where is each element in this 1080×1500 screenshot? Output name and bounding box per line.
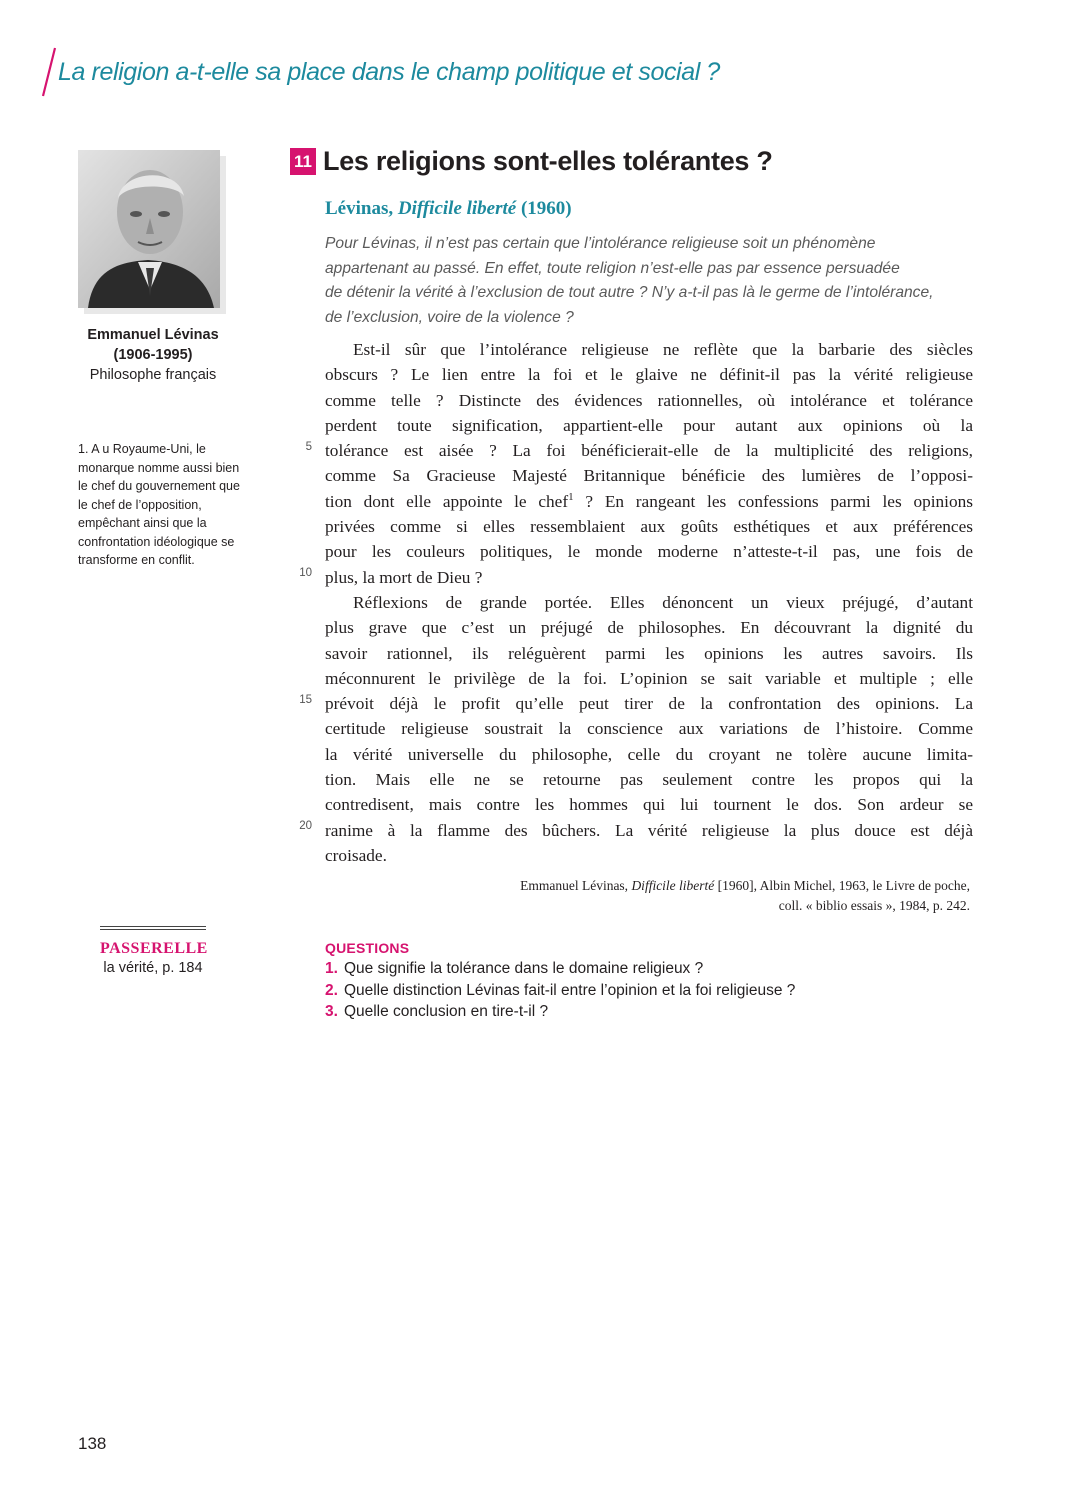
question-number: 3. (325, 1003, 338, 1020)
text-line: Réflexions de grande portée. Elles dénoncent un vieux préjugé, d’autant (353, 592, 973, 612)
text-line: pour les couleurs politiques, le monde moderne n’atteste-t-il pas, une fois de (325, 542, 973, 562)
text-line: certitude religieuse soustrait la conscience aux variations de l’histoire. Comme (325, 719, 973, 739)
text-line: privées comme si elles ressemblaient aux goûts esthétiques et aux préférences (325, 517, 973, 537)
intro-line: Pour Lévinas, il n’est pas certain que l’intolérance religieuse soit un phénomène (325, 235, 876, 252)
text-line: ranime à la flamme des bûchers. La vérité religieuse la plus douce est déjà (325, 820, 973, 840)
text-line: prévoit déjà le profit qu’elle peut tirer de la confrontation des opinions. La (325, 694, 973, 714)
rule-line (100, 929, 206, 930)
main-text (325, 337, 973, 868)
passerelle-label: PASSERELLE (100, 940, 208, 957)
questions-title: QUESTIONS (325, 940, 410, 956)
footnote: 1. A u Royaume-Uni, le monarque nomme aussi bien le chef du gouvernement que le chef de l’opposition, empêchant ainsi que la confrontation idéologique se transforme en conflit. (78, 442, 240, 567)
header-slash-mark (40, 46, 58, 98)
questions-section (325, 940, 965, 1023)
question-item (325, 958, 965, 980)
citation-author: Emmanuel Lévinas, (520, 878, 632, 893)
page-number: 138 (78, 1434, 107, 1453)
source-line (325, 198, 572, 220)
portrait-photo (78, 150, 220, 308)
author-role: Philosophe français (89, 367, 217, 383)
text-line-part: tion dont elle appointe le chef (325, 491, 569, 511)
citation-line (325, 876, 970, 896)
question-number: 1. (325, 960, 338, 977)
text-line: contredisent, mais contre les hommes qui lui tournent le dos. Son ardeur se (325, 795, 973, 815)
document-title: Les religions sont-elles tolérantes ? (323, 146, 773, 176)
line-number: 15 (299, 694, 312, 706)
source-year: (1960) (516, 198, 572, 219)
question-number: 2. (325, 981, 338, 999)
text-line: comme Sa Gracieuse Majesté Britannique bénéficie des lumières de l’opposi- (325, 466, 973, 486)
intro-line: de détenir la vérité à l’exclusion de tout autre ? N’y a-t-il pas là le germe de l’intolérance, (325, 284, 934, 302)
intro-line: de l’exclusion, voire de la violence ? (325, 309, 574, 327)
question-text: Quelle distinction Lévinas fait-il entre l’opinion et la foi religieuse ? (343, 981, 796, 999)
text-line: perdent toute signification, appartient-elle pour autant aux opinions où la (325, 415, 973, 435)
rule-line (100, 926, 206, 927)
question-item (325, 980, 965, 1002)
intro-line: appartenant au passé. En effet, toute religion n’est-elle pas par essence persuadée (325, 259, 900, 277)
intro-text (325, 232, 965, 331)
citation-work: Difficile liberté (631, 878, 715, 893)
text-line: Est-il sûr que l’intolérance religieuse ne reflète que la barbarie des siècles (353, 340, 973, 359)
text-line: croisade. (325, 845, 387, 865)
citation-line-2: coll. « biblio essais », 1984, p. 242. (778, 898, 970, 913)
author-name: Emmanuel Lévinas (87, 327, 219, 343)
text-line: méconnurent le privilège de la foi. L’opinion se sait variable et multiple ; elle (325, 668, 973, 688)
line-number: 10 (299, 567, 312, 579)
text-line: plus, la mort de Dieu ? (325, 567, 483, 587)
question-text: Quelle conclusion en tire-t-il ? (343, 1003, 549, 1020)
text-line: obscurs ? Le lien entre la foi et le glaive ne définit-il pas la vérité religieuse (325, 365, 973, 385)
text-line: la vérité universelle du philosophe, celle du croyant ne tolère aucune limita- (325, 744, 973, 764)
source-work: Difficile liberté (397, 198, 517, 219)
passerelle-ref: la vérité, p. 184 (103, 960, 203, 976)
citation (325, 876, 970, 916)
footnote-marker: 1 (568, 491, 574, 504)
text-line: plus grave que c’est un préjugé de philosophes. En découvrant la dignité du (325, 618, 973, 638)
document-number-badge: 11 (290, 148, 316, 175)
text-line: tion. Mais elle ne se retourne pas seulement contre les propos qui la (325, 770, 973, 790)
question-item (325, 1001, 965, 1023)
author-dates: (1906-1995) (113, 347, 193, 363)
text-line (325, 489, 973, 514)
question-text: Que signifie la tolérance dans le domaine religieux ? (343, 960, 704, 977)
text-line-part: ? En rangeant les confessions parmi les opinions (573, 491, 973, 511)
line-number: 20 (299, 820, 312, 832)
line-number: 5 (305, 441, 312, 453)
text-line: savoir rationnel, ils reléguèrent parmi les opinions les autres savoirs. Ils (325, 643, 973, 663)
source-author: Lévinas, (325, 198, 398, 219)
document-heading (290, 146, 773, 177)
portrait-caption (78, 325, 228, 385)
chapter-title: La religion a-t-elle sa place dans le champ politique et social ? (58, 58, 720, 86)
citation-rest: [1960], Albin Michel, 1963, le Livre de poche, (714, 878, 970, 893)
passerelle-box (100, 924, 206, 976)
text-line: tolérance est aisée ? La foi bénéficierait-elle de la multiplicité des religions, (325, 441, 973, 461)
text-line: comme telle ? Distincte des évidences rationnelles, où intolérance et tolérance (325, 390, 973, 410)
